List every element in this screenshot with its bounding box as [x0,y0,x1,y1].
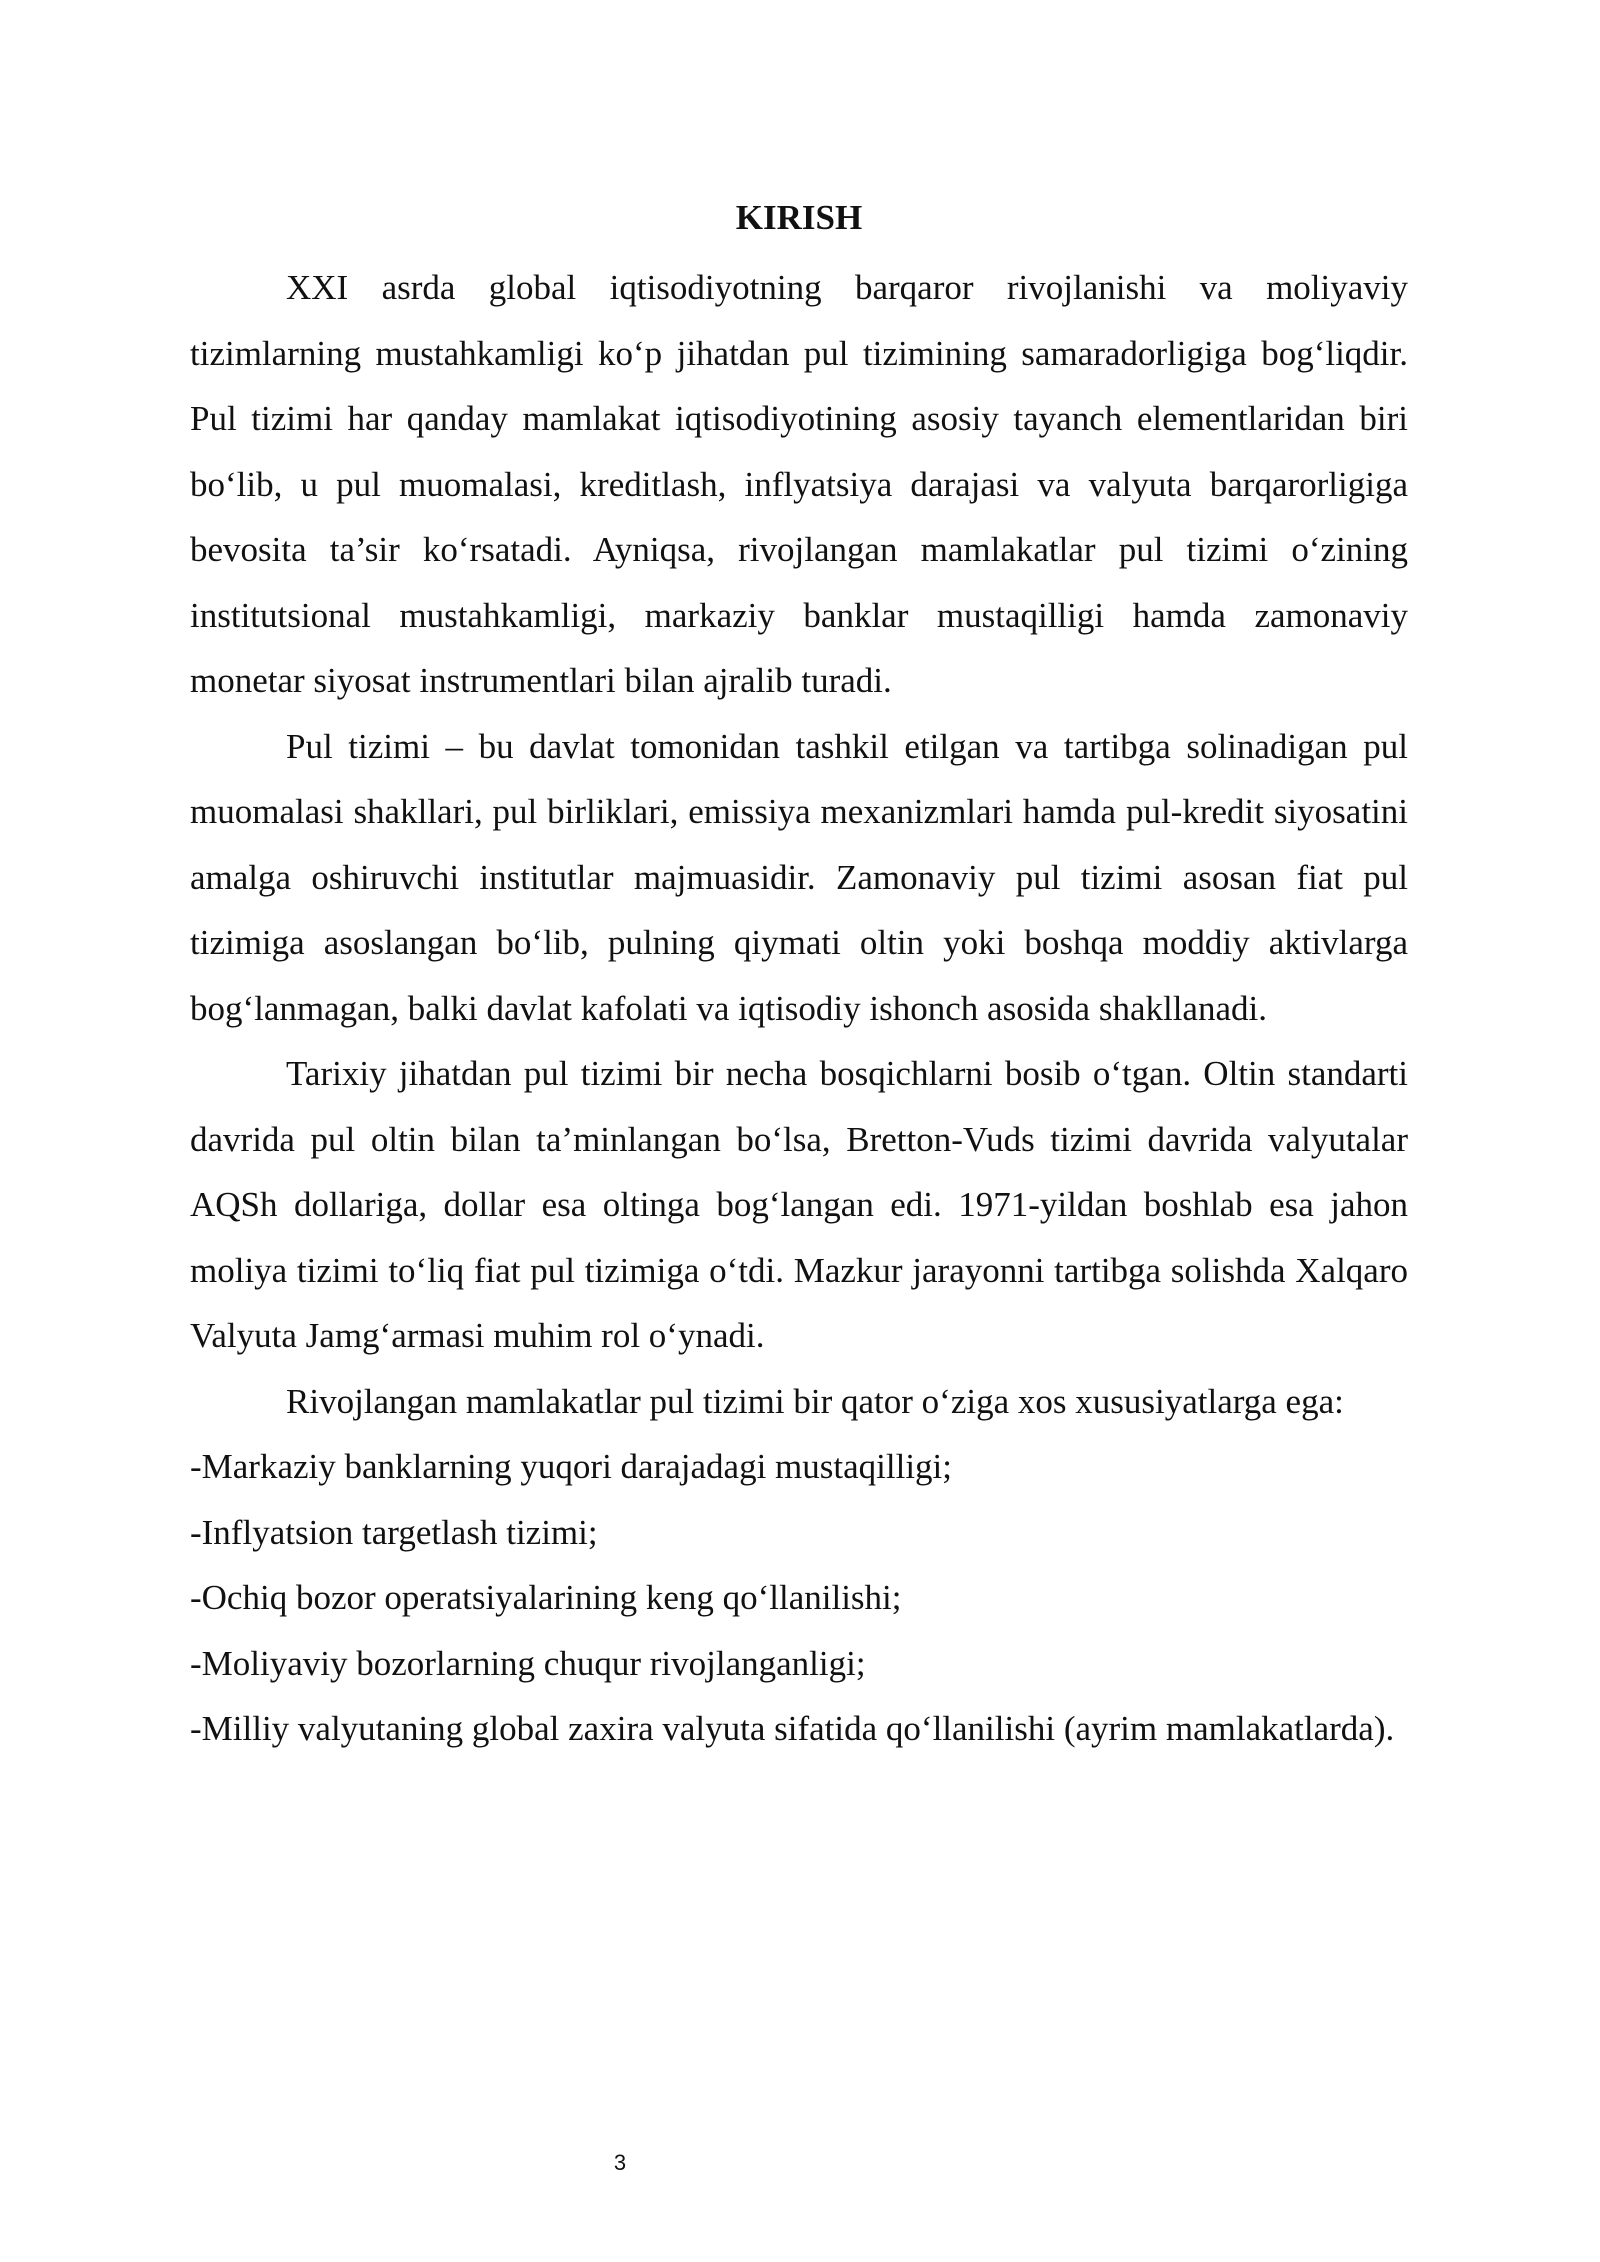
document-page [190,190,1408,1762]
paragraph-features-intro: Rivojlangan mamlakatlar pul tizimi bir qator o‘ziga xos xususiyatlarga ega: [286,1381,1344,1421]
paragraph-definition: Pul tizimi – bu davlat tomonidan tashkil etilgan va tartibga solinadigan pul muomalasi shakllari, pul birliklari, emissiya mexanizmlari hamda pul-kredit siyosatini amalga oshiruvchi institutlar majmuasidir. Zamonaviy pul tizimi asosan fiat pul tizimiga asoslangan bo‘lib, pulning qiymati oltin yoki boshqa moddiy aktivlarga bog‘lanmagan, balki davlat kafolati va iqtisodiy ishonch asosida shakllanadi. [190,726,1408,1028]
paragraph-intro: XXI asrda global iqtisodiyotning barqaror rivojlanishi va moliyaviy tizimlarning mustahkamligi ko‘p jihatdan pul tizimining samaradorligiga bog‘liqdir. Pul tizimi har qanday mamlakat iqtisodiyotining asosiy tayanch elementlaridan biri bo‘lib, u pul muomalasi, kreditlash, inflyatsiya darajasi va valyuta barqarorligiga bevosita ta’sir ko‘rsatadi. Ayniqsa, rivojlangan mamlakatlar pul tizimi o‘zining institutsional mustahkamligi, markaziy banklar mustaqilligi hamda zamonaviy monetar siyosat instrumentlari bilan ajralib turadi. [190,268,1408,700]
list-item: -Milliy valyutaning global zaxira valyuta sifatida qo‘llanilishi (ayrim mamlakatlarda). [190,1709,1395,1748]
list-item: -Moliyaviy bozorlarning chuqur rivojlanganligi; [190,1643,866,1683]
list-item: -Markaziy banklarning yuqori darajadagi mustaqilligi; [190,1447,953,1486]
list-item: -Inflyatsion targetlash tizimi; [190,1512,598,1552]
page-title: KIRISH [735,198,863,237]
paragraph-history: Tarixiy jihatdan pul tizimi bir necha bosqichlarni bosib o‘tgan. Oltin standarti davrida pul oltin bilan ta’minlangan bo‘lsa, Bretton-Vuds tizimi davrida valyutalar AQSh dollariga, dollar esa oltinga bog‘langan edi. 1971-yildan boshlab esa jahon moliya tizimi to‘liq fiat pul tizimiga o‘tdi. Mazkur jarayonni tartibga solishda Xalqaro Valyuta Jamg‘armasi muhim rol o‘ynadi. [190,1054,1408,1355]
page-number: 3 [613,2150,627,2175]
features-list [190,1434,1408,1762]
list-item: -Ochiq bozor operatsiyalarining keng qo‘llanilishi; [190,1578,902,1617]
